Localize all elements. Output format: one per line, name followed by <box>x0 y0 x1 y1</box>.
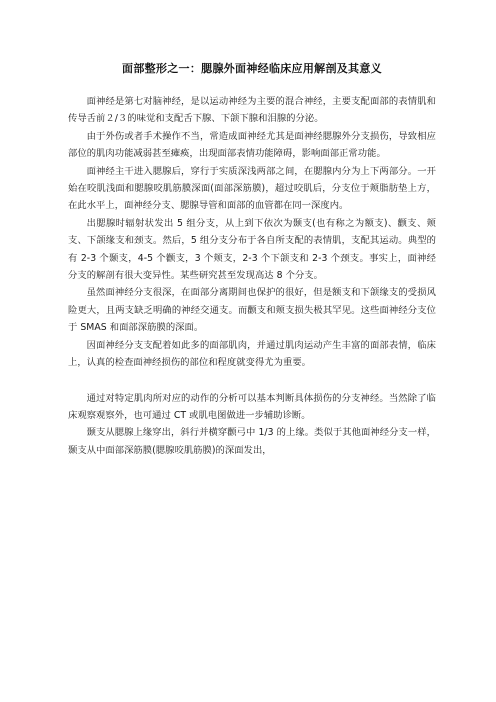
paragraph-branch-injury-risk: 虽然面神经分支很深，在面部分离期间也保护的很好，但是额支和下颌缘支的受损风险更大，且两支缺乏明确的神经交通支。而颧支和颊支损失极其罕见。这些面神经分支位于 SMAS 和面部深筋膜的深面。 <box>68 287 436 334</box>
paragraph-nerve-trunk-course: 面神经主干进入腮腺后，穿行于实质深浅两部之间，在腮腺内分为上下两部分。一开始在咬肌浅面和腮腺咬肌筋膜深面(面部深筋膜)，超过咬肌后，分支位于颊脂肪垫上方，在此水平上，面神经分支、腮腺导管和面部的血管都在同一深度内。 <box>68 165 436 212</box>
paragraph-temporal-branch: 颞支从腮腺上缘穿出，斜行并横穿颧弓中 1/3 的上缘。类似于其他面神经分支一样，颞支从中面部深筋膜(腮腺咬肌筋膜)的深面发出， <box>68 427 436 456</box>
paragraph-five-branches: 出腮腺时辐射状发出 5 组分支，从上到下依次为颞支(也有称之为额支)、颧支、颊支、下颌缘支和颈支。然后，5 组分支分布于各自所支配的表情肌，支配其运动。典型的有 2-3 个颞支，4-5 个颧支，3 个颊支，2-3 个下颌支和 2-3 个颈支。事实上，面神经分支的解剖有很大变异性。某些研究甚至发现高达 8 个分支。 <box>68 217 436 282</box>
document-title: 面部整形之一：腮腺外面神经临床应用解剖及其意义 <box>122 62 382 75</box>
paragraph-injury-causes: 由于外伤或者手术操作不当，常造成面神经尤其是面神经腮腺外分支损伤，导致相应部位的肌肉功能减弱甚至瘫痪，出现面部表情功能障碍，影响面部正常功能。 <box>68 130 436 160</box>
paragraph-clinical-importance: 因面神经分支支配着如此多的面部肌肉，并通过肌肉运动产生丰富的面部表情，临床上，认真的检查面神经损伤的部位和程度就变得尤为重要。 <box>68 339 436 369</box>
paragraph-diagnosis: 通过对特定肌肉所对应的动作的分析可以基本判断具体损伤的分支神经。当然除了临床观察观察外，也可通过 CT 或肌电图做进一步辅助诊断。 <box>68 392 436 421</box>
paragraph-gap <box>68 372 436 390</box>
paragraph-facial-nerve-intro: 面神经是第七对脑神经，是以运动神经为主要的混合神经，主要支配面部的表情肌和传导舌前２/３的味觉和支配舌下腺、下颌下腺和泪腺的分泌。 <box>68 96 436 125</box>
